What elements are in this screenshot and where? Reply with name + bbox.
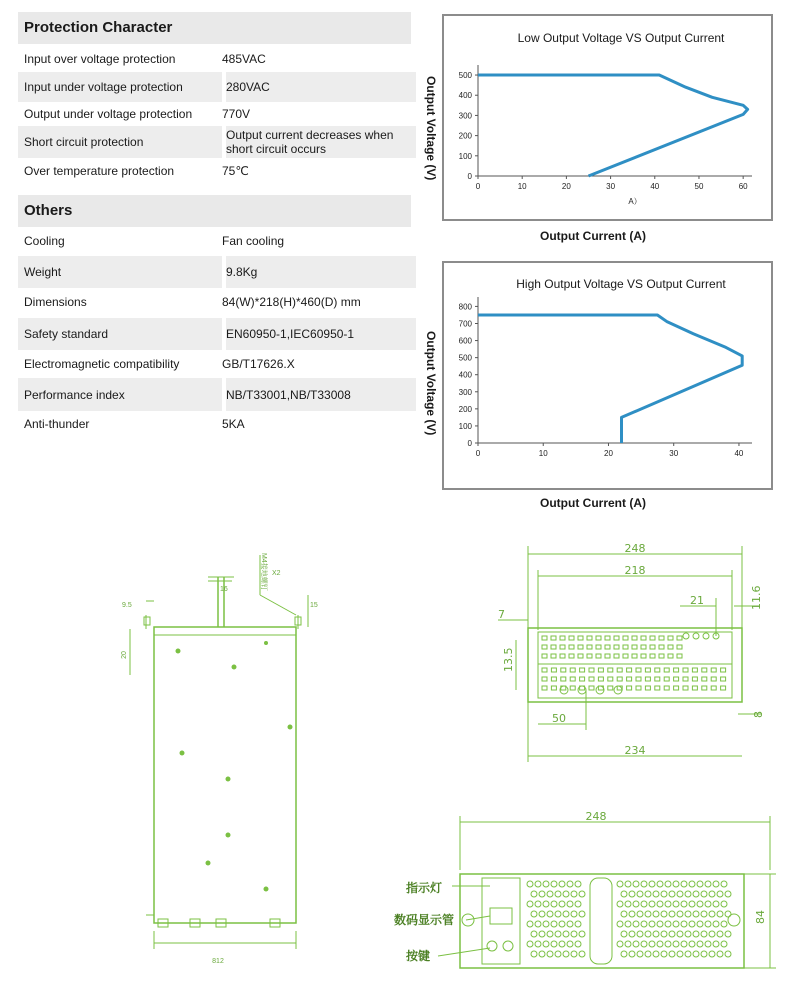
rear-view-drawing [490, 540, 780, 770]
series-line [478, 75, 748, 176]
row-value: NB/T33001,NB/T33008 [222, 378, 416, 411]
rear-dim-11-6: 11.6 [750, 585, 763, 610]
x-unit-label: A） [628, 197, 642, 206]
y-tick-label: 500 [458, 71, 472, 81]
table-row [18, 378, 411, 411]
row-value: 84(W)*218(H)*460(D) mm [222, 288, 412, 316]
y-tick-label: 300 [458, 111, 472, 121]
x-tick-label: 0 [475, 182, 481, 191]
chart1-xlabel: Output Current (A) [540, 229, 646, 243]
table-row [18, 256, 411, 288]
y-tick-label: 0 [467, 439, 472, 448]
rear-dim-21: 21 [690, 594, 704, 607]
table-row [18, 102, 411, 126]
row-label: Short circuit protection [24, 135, 144, 149]
table-row [18, 350, 411, 378]
others-title: Others [18, 195, 411, 227]
side-left-dim: 20 [121, 651, 128, 659]
table-row [18, 411, 411, 437]
y-tick-label: 500 [458, 353, 472, 363]
rear-vents [542, 636, 726, 690]
row-value: 280VAC [222, 72, 416, 102]
row-label: Input over voltage protection [24, 51, 176, 66]
row-label: Safety standard [24, 327, 109, 341]
row-value: 5KA [222, 411, 412, 437]
y-tick-label: 100 [458, 151, 472, 161]
chart-title: Low Output Voltage VS Output Current [517, 31, 725, 45]
rear-dim-13-5: 13.5 [502, 647, 515, 672]
low-voltage-chart [444, 16, 771, 219]
table-row [18, 288, 411, 316]
side-top-dim-1: 16 [220, 586, 228, 593]
side-top-dim-3: 9.5 [122, 602, 132, 609]
label-display: 数码显示管 [394, 913, 455, 927]
table-row [18, 228, 411, 254]
front-view-drawing [390, 800, 790, 990]
row-value: GB/T17626.X [222, 350, 412, 378]
side-bottom-dim: 812 [212, 958, 224, 965]
front-vents [527, 881, 731, 957]
y-tick-label: 200 [458, 131, 472, 141]
y-tick-label: 400 [458, 91, 472, 101]
rear-dim-218: 218 [624, 564, 646, 577]
row-value: 770V [222, 102, 412, 126]
y-tick-label: 600 [458, 336, 472, 346]
protection-title: Protection Character [18, 12, 411, 44]
table-row [18, 318, 411, 350]
row-value: Output current decreases when short circuit occurs [222, 126, 416, 158]
row-label: Input under voltage protection [24, 80, 183, 94]
x-tick-label: 0 [475, 449, 481, 458]
label-button: 按键 [406, 949, 431, 963]
front-dim-248: 248 [585, 810, 607, 823]
row-value: 75℃ [222, 158, 412, 184]
side-view-drawing [100, 535, 340, 965]
y-tick-label: 0 [467, 172, 472, 181]
rear-dim-248: 248 [624, 542, 646, 555]
y-tick-label: 100 [458, 421, 472, 431]
table-row [18, 72, 411, 102]
row-label: Dimensions [24, 295, 87, 309]
side-note: M4接地螺钉 [260, 553, 267, 591]
x-tick-label: 40 [650, 182, 660, 191]
x-tick-label: 20 [561, 182, 571, 191]
row-value: 485VAC [222, 45, 412, 72]
x-tick-label: 30 [669, 449, 679, 458]
y-tick-label: 400 [458, 370, 472, 380]
x-tick-label: 60 [738, 182, 748, 191]
chart1-ylabel: Output Voltage (V) [424, 76, 438, 181]
x-tick-label: 30 [606, 182, 616, 191]
y-tick-label: 300 [458, 387, 472, 397]
high-voltage-chart-box [442, 261, 773, 490]
row-label: Weight [24, 265, 62, 279]
row-value: 9.8Kg [222, 256, 416, 288]
side-note-2: X2 [272, 570, 281, 577]
row-label: Output under voltage protection [24, 107, 193, 121]
table-row [18, 126, 411, 158]
table-row [18, 158, 411, 184]
side-top-dim-2: 15 [310, 602, 318, 609]
row-label: Performance index [24, 387, 125, 402]
row-label: Electromagnetic compatibility [24, 357, 180, 371]
rear-dim-8: 8 [752, 711, 765, 718]
front-dim-84: 84 [754, 910, 767, 924]
chart2-xlabel: Output Current (A) [540, 496, 646, 510]
high-voltage-chart [444, 263, 771, 488]
y-tick-label: 200 [458, 404, 472, 414]
series-line [478, 315, 742, 443]
x-tick-label: 20 [604, 449, 613, 458]
label-indicator: 指示灯 [406, 881, 443, 895]
x-tick-label: 40 [734, 449, 744, 458]
row-label: Over temperature protection [24, 164, 175, 178]
y-tick-label: 700 [458, 319, 472, 329]
low-voltage-chart-box [442, 14, 773, 221]
row-value: EN60950-1,IEC60950-1 [222, 318, 416, 350]
chart-title: High Output Voltage VS Output Current [516, 277, 726, 291]
y-tick-label: 800 [458, 302, 472, 312]
rear-dim-234: 234 [624, 744, 646, 757]
row-label: Cooling [24, 234, 65, 248]
table-row [18, 45, 411, 72]
x-tick-label: 10 [538, 449, 548, 458]
row-label: Anti-thunder [24, 417, 90, 431]
row-value: Fan cooling [222, 228, 412, 254]
x-tick-label: 10 [517, 182, 527, 191]
rear-dim-50: 50 [552, 712, 566, 725]
x-tick-label: 50 [694, 182, 704, 191]
chart2-ylabel: Output Voltage (V) [424, 331, 438, 436]
rear-dim-7: 7 [498, 608, 505, 621]
